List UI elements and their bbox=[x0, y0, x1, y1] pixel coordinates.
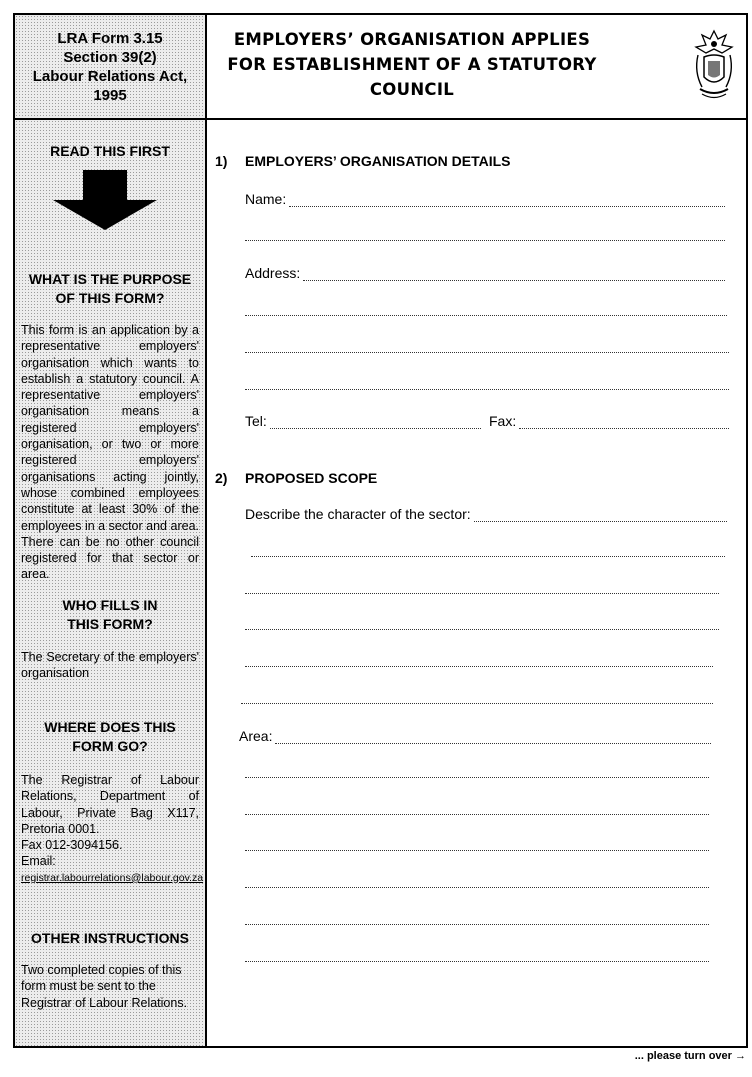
where-heading-line-1: WHERE DOES THIS bbox=[44, 719, 176, 735]
fax-label: Fax: bbox=[489, 413, 517, 429]
fax-number: Fax 012-3094156. bbox=[21, 838, 123, 853]
section-2-number: 2) bbox=[215, 470, 228, 486]
sector-line-3[interactable] bbox=[245, 593, 719, 594]
other-instructions-heading: OTHER INSTRUCTIONS bbox=[31, 930, 189, 946]
instructions-sidebar bbox=[15, 120, 205, 1046]
name-label: Name: bbox=[245, 191, 287, 207]
form-main bbox=[207, 120, 746, 1046]
tel-input[interactable] bbox=[270, 416, 481, 429]
where-heading-line-2: FORM GO? bbox=[72, 738, 148, 754]
name-continuation-line[interactable] bbox=[245, 240, 725, 241]
form-section: Section 39(2) bbox=[63, 48, 157, 66]
form-page bbox=[13, 13, 748, 1048]
who-heading-line-1: WHO FILLS IN bbox=[62, 597, 158, 613]
fax-field[interactable] bbox=[489, 413, 729, 429]
sector-line-6[interactable] bbox=[241, 703, 713, 704]
address-input[interactable] bbox=[303, 268, 725, 281]
email-link[interactable]: registrar.labourrelations@labour.gov.za bbox=[21, 871, 204, 884]
fax-input[interactable] bbox=[519, 416, 729, 429]
section-2-title: PROPOSED SCOPE bbox=[245, 470, 378, 486]
sector-line-4[interactable] bbox=[245, 629, 719, 630]
sector-input[interactable] bbox=[474, 509, 727, 522]
coat-of-arms-icon bbox=[692, 27, 736, 103]
area-line-7[interactable] bbox=[245, 961, 709, 962]
who-heading-line-2: THIS FORM? bbox=[67, 616, 153, 632]
who-heading bbox=[15, 596, 205, 634]
where-text: The Registrar of Labour Relations, Department of Labour, Private Bag X117, Pretoria 0001. bbox=[21, 773, 199, 836]
area-line-3[interactable] bbox=[245, 814, 709, 815]
please-turn-over: ... please turn over → bbox=[634, 1050, 746, 1062]
purpose-text: This form is an application by a representative employers' organisation which wants to establish a statutory council. A representative employers' organisation means a registered employers' organisation, or two or more registered employers' organisations acting jointly, whose combined employees constitute at least 30% of the employees in a sector and area. There can be no other council registered for that sector or area. bbox=[21, 323, 199, 582]
form-title bbox=[207, 27, 617, 102]
name-input[interactable] bbox=[289, 194, 725, 207]
sector-line-2[interactable] bbox=[251, 556, 725, 557]
area-label: Area: bbox=[239, 728, 273, 744]
area-line-5[interactable] bbox=[245, 887, 709, 888]
sector-label: Describe the character of the sector: bbox=[245, 506, 471, 522]
address-line-3[interactable] bbox=[245, 352, 729, 353]
form-year: 1995 bbox=[93, 86, 127, 104]
read-first-heading: READ THIS FIRST bbox=[50, 143, 170, 159]
who-text: The Secretary of the employers' organisation bbox=[21, 650, 199, 681]
area-line-6[interactable] bbox=[245, 924, 709, 925]
section-1-number: 1) bbox=[215, 153, 228, 169]
other-text-line-1: Two completed copies of this bbox=[21, 963, 182, 977]
area-field[interactable] bbox=[239, 728, 711, 744]
tel-label: Tel: bbox=[245, 413, 267, 429]
tel-field[interactable] bbox=[245, 413, 481, 429]
other-text-line-2: form must be sent to the bbox=[21, 979, 156, 994]
name-field[interactable] bbox=[245, 191, 725, 207]
form-id: LRA Form 3.15 bbox=[57, 29, 163, 47]
section-1-title: EMPLOYERS’ ORGANISATION DETAILS bbox=[245, 153, 511, 169]
purpose-heading bbox=[15, 270, 205, 308]
title-line-3: COUNCIL bbox=[369, 80, 455, 99]
email-label: Email: bbox=[21, 854, 56, 869]
where-text-block bbox=[21, 772, 204, 886]
form-act: Labour Relations Act, bbox=[32, 67, 188, 85]
address-line-4[interactable] bbox=[245, 389, 729, 390]
address-label: Address: bbox=[245, 265, 301, 281]
other-text-line-3: Registrar of Labour Relations. bbox=[21, 995, 188, 1010]
title-line-1: EMPLOYERS’ ORGANISATION APPLIES bbox=[233, 30, 591, 49]
form-reference-box bbox=[15, 15, 205, 118]
purpose-heading-line-1: WHAT IS THE PURPOSE bbox=[28, 271, 192, 287]
address-line-2[interactable] bbox=[245, 315, 727, 316]
purpose-heading-line-2: OF THIS FORM? bbox=[55, 290, 165, 306]
where-heading bbox=[15, 718, 205, 756]
other-instructions-text bbox=[21, 962, 199, 1011]
sector-line-5[interactable] bbox=[245, 666, 713, 667]
title-line-2: FOR ESTABLISHMENT OF A STATUTORY bbox=[227, 55, 597, 74]
address-field[interactable] bbox=[245, 265, 725, 281]
sector-field[interactable] bbox=[245, 506, 727, 522]
down-arrow-icon bbox=[53, 170, 157, 230]
area-line-4[interactable] bbox=[245, 850, 709, 851]
area-input[interactable] bbox=[275, 731, 711, 744]
area-line-2[interactable] bbox=[245, 777, 709, 778]
title-box bbox=[207, 15, 746, 118]
